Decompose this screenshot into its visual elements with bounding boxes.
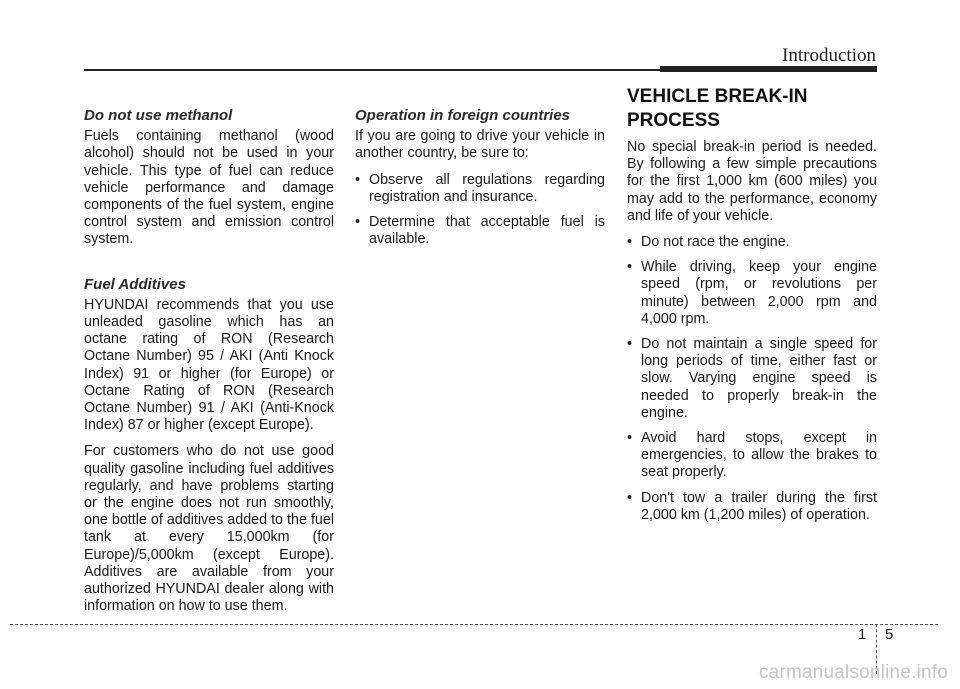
header-rule-thick bbox=[660, 66, 877, 72]
header-rule-thin bbox=[84, 69, 664, 71]
list-item: • Observe all regulations regarding registration and insurance. bbox=[355, 171, 605, 205]
page-number: 5 bbox=[885, 626, 894, 643]
heading-foreign-countries: Operation in foreign countries bbox=[355, 107, 571, 124]
bullet-icon: • bbox=[627, 234, 633, 251]
bullet-icon: • bbox=[355, 214, 361, 231]
list-item: • Do not race the engine. bbox=[627, 234, 790, 251]
list-item: • Don't tow a trailer during the first 2,000 km (1,200 miles) of operation. bbox=[627, 489, 877, 523]
bullet-icon: • bbox=[627, 259, 633, 276]
paragraph-foreign-intro: If you are going to drive your vehicle in another country, be sure to: bbox=[355, 128, 605, 162]
heading-fuel-additives: Fuel Additives bbox=[84, 275, 186, 293]
heading-methanol: Do not use methanol bbox=[84, 107, 233, 124]
section-title-break-in: VEHICLE BREAK-IN PROCESS bbox=[627, 86, 808, 131]
watermark: carmanualsonline.info bbox=[758, 662, 948, 683]
break-in-bullet-list bbox=[627, 234, 877, 524]
list-item: • Avoid hard stops, except in emergencies, to allow the brakes to seat properly. bbox=[627, 430, 877, 481]
paragraph-octane: HYUNDAI recommends that you use unleaded gasoline which has an octane rating of RON (Research Octane Number) 95 / AKI (Anti Knock Index) 91 or higher (for Europe) or Octane Rating of RON (Research Octane Number) 91 / AKI (Anti-Knock Index) 87 or higher (except Europe). bbox=[84, 296, 334, 434]
list-item: • Do not maintain a single speed for long periods of time, either fast or slow. Varying engine speed is needed to properly break-in the engine. bbox=[627, 336, 877, 421]
paragraph-methanol: Fuels containing methanol (wood alcohol) should not be used in your vehicle. This type of fuel can reduce vehicle performance and damage components of the fuel system, engine control system and emission control system. bbox=[84, 128, 334, 248]
bullet-icon: • bbox=[355, 171, 361, 188]
column-3 bbox=[627, 85, 877, 532]
bullet-icon: • bbox=[627, 336, 633, 353]
bullet-icon: • bbox=[627, 430, 633, 447]
bullet-icon: • bbox=[627, 489, 633, 506]
footer-divider bbox=[10, 624, 938, 625]
list-item: • Determine that acceptable fuel is available. bbox=[355, 214, 605, 248]
column-2 bbox=[355, 107, 605, 256]
chapter-number: 1 bbox=[858, 626, 867, 643]
paragraph-break-in-intro: No special break-in period is needed. By following a few simple precautions for the first 1,000 km (600 miles) you may add to the performance, economy and life of your vehicle. bbox=[627, 139, 877, 224]
paragraph-additives: For customers who do not use good quality gasoline including fuel additives regularly, and have problems starting or the engine does not run smoothly, one bottle of additives added to the fuel tank at every 15,000km (for Europe)/5,000km (except Europe). Additives are available from your authorized HYUNDAI dealer along with information on how to use them. bbox=[84, 443, 334, 615]
section-header-title: Introduction bbox=[782, 45, 876, 66]
column-1 bbox=[84, 107, 334, 624]
foreign-bullet-list bbox=[355, 172, 605, 249]
list-item: • While driving, keep your engine speed (rpm, or revolutions per minute) between 2,000 rpm and 4,000 rpm. bbox=[627, 259, 877, 327]
